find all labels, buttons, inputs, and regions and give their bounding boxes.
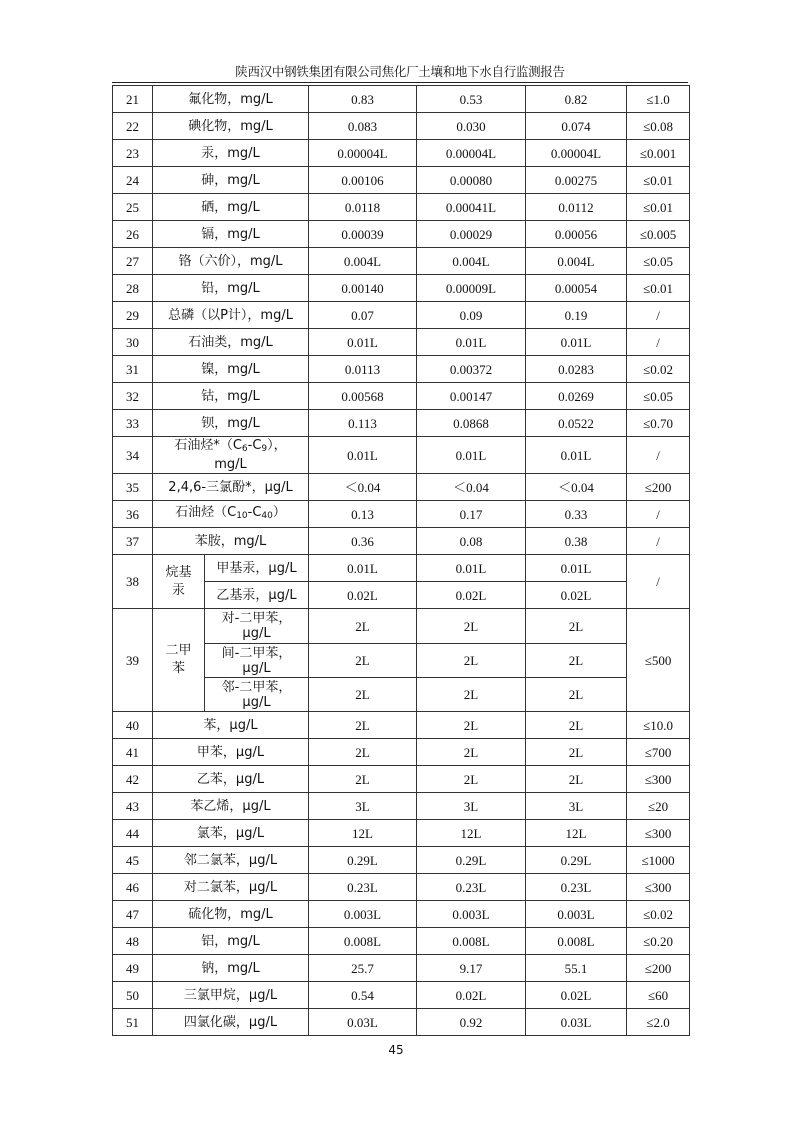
value-2: 3L	[417, 793, 526, 820]
standard-limit: ≤0.01	[627, 275, 690, 302]
value-2: 2L	[417, 678, 526, 712]
standard-limit: ≤0.001	[627, 140, 690, 167]
value-3: ＜0.04	[526, 474, 627, 501]
value-1: 2L	[309, 609, 417, 644]
parameter-name: 钠，mg/L	[153, 955, 309, 982]
value-3: 0.02L	[526, 982, 627, 1009]
row-number: 22	[113, 113, 153, 140]
table-row	[113, 955, 690, 982]
table-row	[113, 383, 690, 410]
row-number: 40	[113, 712, 153, 739]
standard-limit: ≤60	[627, 982, 690, 1009]
table-row	[113, 901, 690, 928]
value-1: 2L	[309, 678, 417, 712]
value-1: 0.003L	[309, 901, 417, 928]
value-2: 0.17	[417, 501, 526, 528]
value-3: 3L	[526, 793, 627, 820]
group-label	[153, 555, 205, 609]
value-1: 0.07	[309, 302, 417, 329]
table-row	[113, 1009, 690, 1036]
value-3: 0.0112	[526, 194, 627, 221]
table-row	[113, 928, 690, 955]
row-number: 37	[113, 528, 153, 555]
parameter-name: 苯，μg/L	[153, 712, 309, 739]
row-number: 26	[113, 221, 153, 248]
parameter-name: 2,4,6-三氯酚*，μg/L	[153, 474, 309, 501]
row-number: 33	[113, 410, 153, 437]
table-row	[113, 820, 690, 847]
row-number: 41	[113, 739, 153, 766]
value-1: 0.01L	[309, 329, 417, 356]
sub-parameter-name: 甲基汞，μg/L	[205, 555, 309, 582]
value-2: 0.0868	[417, 410, 526, 437]
table-row	[113, 248, 690, 275]
table-row	[113, 766, 690, 793]
table-row	[113, 712, 690, 739]
parameter-name: 对二氯苯，μg/L	[153, 874, 309, 901]
value-1: 0.01L	[309, 555, 417, 582]
value-1: 0.00039	[309, 221, 417, 248]
value-3: 0.01L	[526, 329, 627, 356]
parameter-name	[153, 501, 309, 528]
row-number: 23	[113, 140, 153, 167]
value-3: 55.1	[526, 955, 627, 982]
parameter-name: 镍，mg/L	[153, 356, 309, 383]
value-2: 0.003L	[417, 901, 526, 928]
row-number: 46	[113, 874, 153, 901]
value-3: 0.03L	[526, 1009, 627, 1036]
sub-parameter-name: 间-二甲苯，μg/L	[205, 644, 309, 678]
value-2: 2L	[417, 644, 526, 678]
value-2: 0.00080	[417, 167, 526, 194]
row-number: 45	[113, 847, 153, 874]
value-1: 0.0118	[309, 194, 417, 221]
standard-limit: ≤0.05	[627, 248, 690, 275]
parameter-name: 硫化物，mg/L	[153, 901, 309, 928]
value-2: 2L	[417, 766, 526, 793]
table-row	[113, 739, 690, 766]
table-row	[113, 555, 690, 582]
value-1: 0.00568	[309, 383, 417, 410]
row-number: 49	[113, 955, 153, 982]
value-2: 0.01L	[417, 437, 526, 474]
value-2: 0.92	[417, 1009, 526, 1036]
parameter-name-part: 石油烃（C	[175, 504, 237, 520]
value-1: 0.008L	[309, 928, 417, 955]
row-number: 39	[113, 609, 153, 712]
value-2: 2L	[417, 739, 526, 766]
value-3: 0.003L	[526, 901, 627, 928]
group-label	[153, 609, 205, 712]
parameter-name-part: ），	[267, 438, 287, 453]
value-3: 2L	[526, 766, 627, 793]
value-1: 3L	[309, 793, 417, 820]
sub-parameter-name: 对-二甲苯，μg/L	[205, 609, 309, 644]
row-number: 28	[113, 275, 153, 302]
value-1: 0.00106	[309, 167, 417, 194]
value-2: 0.00041L	[417, 194, 526, 221]
value-1: 25.7	[309, 955, 417, 982]
value-1: 0.0113	[309, 356, 417, 383]
standard-limit: ≤0.05	[627, 383, 690, 410]
standard-limit: ≤0.08	[627, 113, 690, 140]
parameter-name: 铅，mg/L	[153, 275, 309, 302]
row-number: 25	[113, 194, 153, 221]
value-3: 0.23L	[526, 874, 627, 901]
value-2: 0.02L	[417, 582, 526, 609]
standard-limit: ≤300	[627, 820, 690, 847]
value-2: 0.008L	[417, 928, 526, 955]
row-number: 24	[113, 167, 153, 194]
value-3: 2L	[526, 739, 627, 766]
sub-parameter-name: 乙基汞，μg/L	[205, 582, 309, 609]
value-1: 0.13	[309, 501, 417, 528]
table-row	[113, 474, 690, 501]
value-3: 0.01L	[526, 437, 627, 474]
table-row	[113, 221, 690, 248]
standard-limit: ≤200	[627, 474, 690, 501]
value-2: 0.00029	[417, 221, 526, 248]
parameter-name: 碘化物，mg/L	[153, 113, 309, 140]
subscript: 40	[261, 510, 273, 521]
parameter-name: 砷，mg/L	[153, 167, 309, 194]
value-3: 0.0283	[526, 356, 627, 383]
value-1: 0.29L	[309, 847, 417, 874]
standard-limit: ≤0.02	[627, 356, 690, 383]
parameter-name: 钴，mg/L	[153, 383, 309, 410]
standard-limit: ≤700	[627, 739, 690, 766]
value-2: 2L	[417, 609, 526, 644]
value-3: 0.0269	[526, 383, 627, 410]
standard-limit: ≤0.01	[627, 194, 690, 221]
row-number: 35	[113, 474, 153, 501]
value-2: 0.02L	[417, 982, 526, 1009]
value-3: 0.01L	[526, 555, 627, 582]
parameter-name-part: 石油烃*（C	[174, 438, 242, 453]
row-number: 48	[113, 928, 153, 955]
value-3: 0.82	[526, 86, 627, 113]
parameter-name: 硒，mg/L	[153, 194, 309, 221]
parameter-name-part: ）	[272, 504, 286, 520]
value-3: 2L	[526, 609, 627, 644]
subscript: 10	[236, 510, 248, 521]
value-2: 0.08	[417, 528, 526, 555]
value-3: 12L	[526, 820, 627, 847]
value-1: 0.36	[309, 528, 417, 555]
table-row	[113, 140, 690, 167]
parameter-name: 苯胺，mg/L	[153, 528, 309, 555]
value-2: 0.00372	[417, 356, 526, 383]
table-row	[113, 874, 690, 901]
row-number: 29	[113, 302, 153, 329]
standard-limit: ≤1.0	[627, 86, 690, 113]
table-row	[113, 194, 690, 221]
row-number: 30	[113, 329, 153, 356]
parameter-name-part: -C	[247, 504, 262, 520]
page-number: 45	[388, 1043, 404, 1057]
value-2: 0.53	[417, 86, 526, 113]
table-row	[113, 847, 690, 874]
standard-limit: ≤0.70	[627, 410, 690, 437]
value-2: 0.004L	[417, 248, 526, 275]
standard-limit: ≤0.005	[627, 221, 690, 248]
header-rule	[112, 82, 688, 83]
value-1: 12L	[309, 820, 417, 847]
parameter-name: 镉，mg/L	[153, 221, 309, 248]
value-3: 0.19	[526, 302, 627, 329]
parameter-name: 四氯化碳，μg/L	[153, 1009, 309, 1036]
value-3: 0.38	[526, 528, 627, 555]
table-row	[113, 609, 690, 644]
table-row	[113, 982, 690, 1009]
parameter-name: 钡，mg/L	[153, 410, 309, 437]
value-3: 0.004L	[526, 248, 627, 275]
standard-limit: ≤200	[627, 955, 690, 982]
value-2: 2L	[417, 712, 526, 739]
parameter-name: 氟化物，mg/L	[153, 86, 309, 113]
parameter-name: 苯乙烯，μg/L	[153, 793, 309, 820]
value-2: 0.29L	[417, 847, 526, 874]
row-number: 43	[113, 793, 153, 820]
parameter-name: 总磷（以P计），mg/L	[153, 302, 309, 329]
value-2: 0.09	[417, 302, 526, 329]
value-3: 0.29L	[526, 847, 627, 874]
row-number: 31	[113, 356, 153, 383]
parameter-name: 氯苯，μg/L	[153, 820, 309, 847]
value-1: 2L	[309, 766, 417, 793]
row-number: 21	[113, 86, 153, 113]
standard-limit: ≤0.01	[627, 167, 690, 194]
value-1: 0.00140	[309, 275, 417, 302]
row-number: 38	[113, 555, 153, 609]
table-row	[113, 356, 690, 383]
value-3: 0.00004L	[526, 140, 627, 167]
value-3: 2L	[526, 644, 627, 678]
value-1: 2L	[309, 712, 417, 739]
table-row	[113, 167, 690, 194]
row-number: 32	[113, 383, 153, 410]
standard-limit: ≤300	[627, 874, 690, 901]
group-label-text: 烷基汞	[165, 564, 192, 598]
row-number: 36	[113, 501, 153, 528]
standard-limit: /	[627, 555, 690, 609]
value-1: 0.23L	[309, 874, 417, 901]
standard-limit: /	[627, 302, 690, 329]
value-2: 0.01L	[417, 555, 526, 582]
monitoring-results-table	[112, 85, 690, 1036]
value-1: 0.83	[309, 86, 417, 113]
standard-limit: ≤2.0	[627, 1009, 690, 1036]
value-1: 0.083	[309, 113, 417, 140]
subscript: 6	[241, 444, 248, 454]
table-row	[113, 410, 690, 437]
table-row	[113, 302, 690, 329]
group-label-text: 二甲苯	[165, 643, 192, 676]
value-3: 0.02L	[526, 582, 627, 609]
row-number: 47	[113, 901, 153, 928]
value-1: ＜0.04	[309, 474, 417, 501]
value-2: 0.00004L	[417, 140, 526, 167]
row-number: 51	[113, 1009, 153, 1036]
standard-limit: ≤20	[627, 793, 690, 820]
row-number: 44	[113, 820, 153, 847]
value-3: 0.0522	[526, 410, 627, 437]
parameter-name: 石油类，mg/L	[153, 329, 309, 356]
standard-limit: ≤0.20	[627, 928, 690, 955]
page-header-title: 陕西汉中钢铁集团有限公司焦化厂土壤和地下水自行监测报告	[235, 64, 565, 79]
table-row	[113, 113, 690, 140]
parameter-name: 铬（六价），mg/L	[153, 248, 309, 275]
value-1: 0.004L	[309, 248, 417, 275]
value-2: ＜0.04	[417, 474, 526, 501]
parameter-unit: mg/L	[214, 457, 247, 472]
value-3: 2L	[526, 678, 627, 712]
value-2: 0.030	[417, 113, 526, 140]
parameter-name: 甲苯，μg/L	[153, 739, 309, 766]
value-1: 0.54	[309, 982, 417, 1009]
standard-limit: ≤0.02	[627, 901, 690, 928]
table-row	[113, 86, 690, 113]
sub-parameter-name: 邻-二甲苯，μg/L	[205, 678, 309, 712]
standard-limit: /	[627, 329, 690, 356]
row-number: 50	[113, 982, 153, 1009]
row-number: 27	[113, 248, 153, 275]
row-number: 34	[113, 437, 153, 474]
parameter-name: 铝，mg/L	[153, 928, 309, 955]
value-2: 9.17	[417, 955, 526, 982]
value-1: 0.00004L	[309, 140, 417, 167]
parameter-name: 汞，mg/L	[153, 140, 309, 167]
value-1: 2L	[309, 644, 417, 678]
table-row	[113, 501, 690, 528]
value-2: 0.00009L	[417, 275, 526, 302]
value-3: 0.074	[526, 113, 627, 140]
standard-limit: /	[627, 528, 690, 555]
table-row	[113, 275, 690, 302]
value-3: 0.008L	[526, 928, 627, 955]
standard-limit: /	[627, 437, 690, 474]
standard-limit: ≤500	[627, 609, 690, 712]
value-3: 0.00056	[526, 221, 627, 248]
table-row	[113, 793, 690, 820]
value-3: 0.00275	[526, 167, 627, 194]
parameter-name	[153, 437, 309, 474]
table-row	[113, 329, 690, 356]
value-3: 2L	[526, 712, 627, 739]
standard-limit: ≤300	[627, 766, 690, 793]
subscript: 9	[261, 444, 268, 454]
value-1: 0.113	[309, 410, 417, 437]
standard-limit: ≤1000	[627, 847, 690, 874]
value-1: 0.03L	[309, 1009, 417, 1036]
value-1: 0.01L	[309, 437, 417, 474]
value-3: 0.33	[526, 501, 627, 528]
value-1: 2L	[309, 739, 417, 766]
value-2: 0.23L	[417, 874, 526, 901]
standard-limit: /	[627, 501, 690, 528]
standard-limit: ≤10.0	[627, 712, 690, 739]
value-3: 0.00054	[526, 275, 627, 302]
parameter-name: 邻二氯苯，μg/L	[153, 847, 309, 874]
parameter-name-part: -C	[247, 438, 262, 453]
table-row	[113, 437, 690, 474]
value-2: 12L	[417, 820, 526, 847]
parameter-name: 三氯甲烷，μg/L	[153, 982, 309, 1009]
value-1: 0.02L	[309, 582, 417, 609]
value-2: 0.00147	[417, 383, 526, 410]
table-row	[113, 528, 690, 555]
value-2: 0.01L	[417, 329, 526, 356]
parameter-name: 乙苯，μg/L	[153, 766, 309, 793]
row-number: 42	[113, 766, 153, 793]
